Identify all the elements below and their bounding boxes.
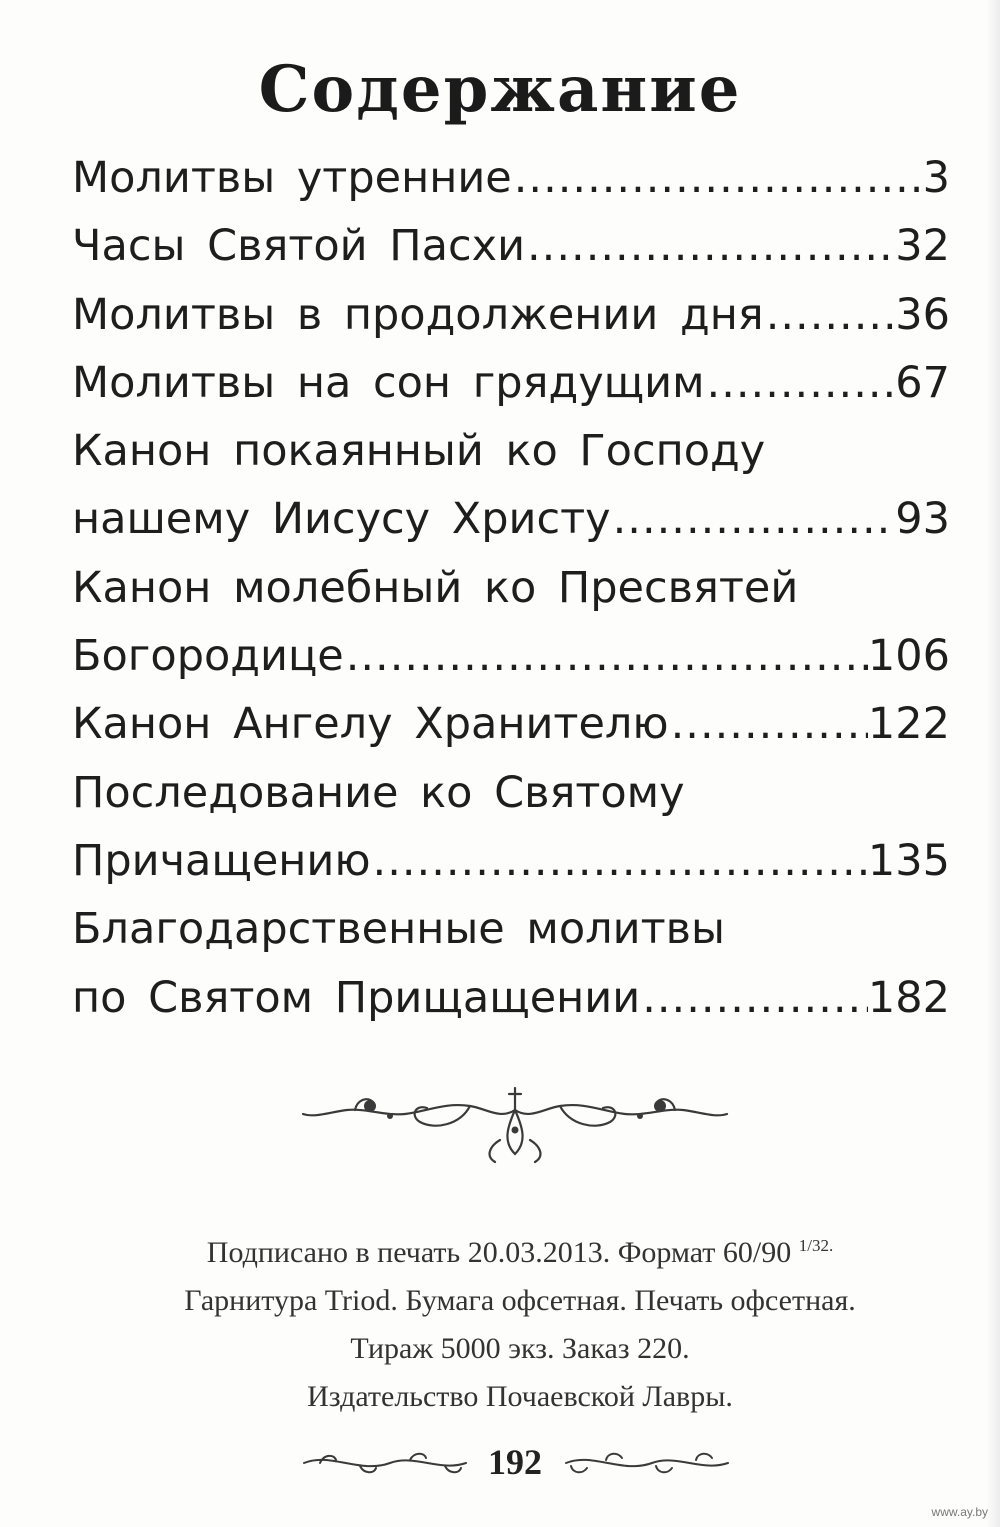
- toc-entry: [72, 485, 950, 553]
- toc-entry-title: Часы Святой Пасхи: [72, 221, 526, 272]
- toc-page-number: 36: [895, 289, 950, 340]
- imprint-line: [0, 1222, 1000, 1277]
- toc-entry: [72, 827, 950, 895]
- publication-imprint: [0, 1222, 1000, 1421]
- toc-entry-title: Молитвы утренние: [72, 153, 512, 203]
- page-footer: [300, 1432, 730, 1492]
- toc-entry-title: Молитвы в продолжении дня: [72, 289, 764, 340]
- toc-leader-dots: [611, 485, 896, 553]
- toc-entry-first-line: [72, 895, 950, 963]
- decorative-ornament-icon: [295, 1080, 735, 1170]
- toc-entry-first-line: [72, 759, 950, 827]
- toc-entry: [72, 622, 950, 690]
- toc-leader-dots: [669, 690, 868, 758]
- toc-entry-title: Причащению: [72, 835, 371, 886]
- toc-entry: [72, 690, 950, 758]
- toc-entry-title: Канон Ангелу Хранителю: [72, 699, 669, 750]
- toc-entry-title: Благодарственные молитвы: [72, 904, 725, 955]
- toc-entry: [72, 349, 950, 417]
- imprint-run-line: Тираж 5000 экз. Заказ 220.: [350, 1332, 690, 1365]
- toc-page-number: 182: [867, 972, 950, 1023]
- toc-entry-title: Богородице: [72, 631, 344, 682]
- imprint-typeface-line: Гарнитура Triod. Бумага офсетная. Печать офсетная.: [184, 1284, 856, 1317]
- toc-leader-dots: [371, 827, 868, 895]
- toc-entry: [72, 281, 950, 349]
- toc-page-number: 32: [895, 221, 950, 272]
- table-of-contents: [72, 144, 950, 1032]
- toc-leader-dots: [640, 964, 868, 1032]
- toc-entry-first-line: [72, 417, 950, 485]
- footer-ornament-right-icon: [562, 1446, 732, 1480]
- toc-entry-first-line: [72, 554, 950, 622]
- toc-page-number: 3: [922, 153, 950, 203]
- toc-page-number: 93: [895, 494, 950, 545]
- toc-entry-title: Канон молебный ко Пресвятей: [72, 562, 799, 613]
- toc-leader-dots: [525, 212, 895, 280]
- toc-entry-title: Молитвы на сон грядущим: [72, 357, 705, 408]
- toc-leader-dots: [344, 622, 868, 690]
- watermark: www.ay.by: [931, 1505, 988, 1519]
- toc-page-number: 106: [867, 631, 950, 682]
- toc-leader-dots: [764, 281, 896, 349]
- toc-entry: [72, 212, 950, 280]
- toc-page-number: 135: [867, 835, 950, 886]
- toc-entry: [72, 964, 950, 1032]
- imprint-format-fraction: 1/32.: [798, 1236, 834, 1255]
- toc-leader-dots: [705, 349, 896, 417]
- toc-leader-dots: [512, 144, 923, 212]
- toc-page-number: 67: [895, 357, 950, 408]
- toc-entry-title: нашему Иисусу Христу: [72, 494, 611, 545]
- page-number: 192: [488, 1442, 542, 1482]
- toc-entry-title: Последование ко Святому: [72, 767, 685, 818]
- imprint-print-date: Подписано в печать 20.03.2013. Формат 60/90: [206, 1236, 792, 1269]
- toc-entry: [72, 144, 950, 212]
- imprint-publisher-line: Издательство Почаевской Лавры.: [307, 1380, 733, 1413]
- toc-entry-title: Канон покаянный ко Господу: [72, 426, 766, 477]
- toc-page-number: 122: [867, 699, 950, 750]
- toc-entry-title: по Святом Прищащении: [72, 972, 641, 1023]
- page-title: Содержание: [258, 52, 742, 127]
